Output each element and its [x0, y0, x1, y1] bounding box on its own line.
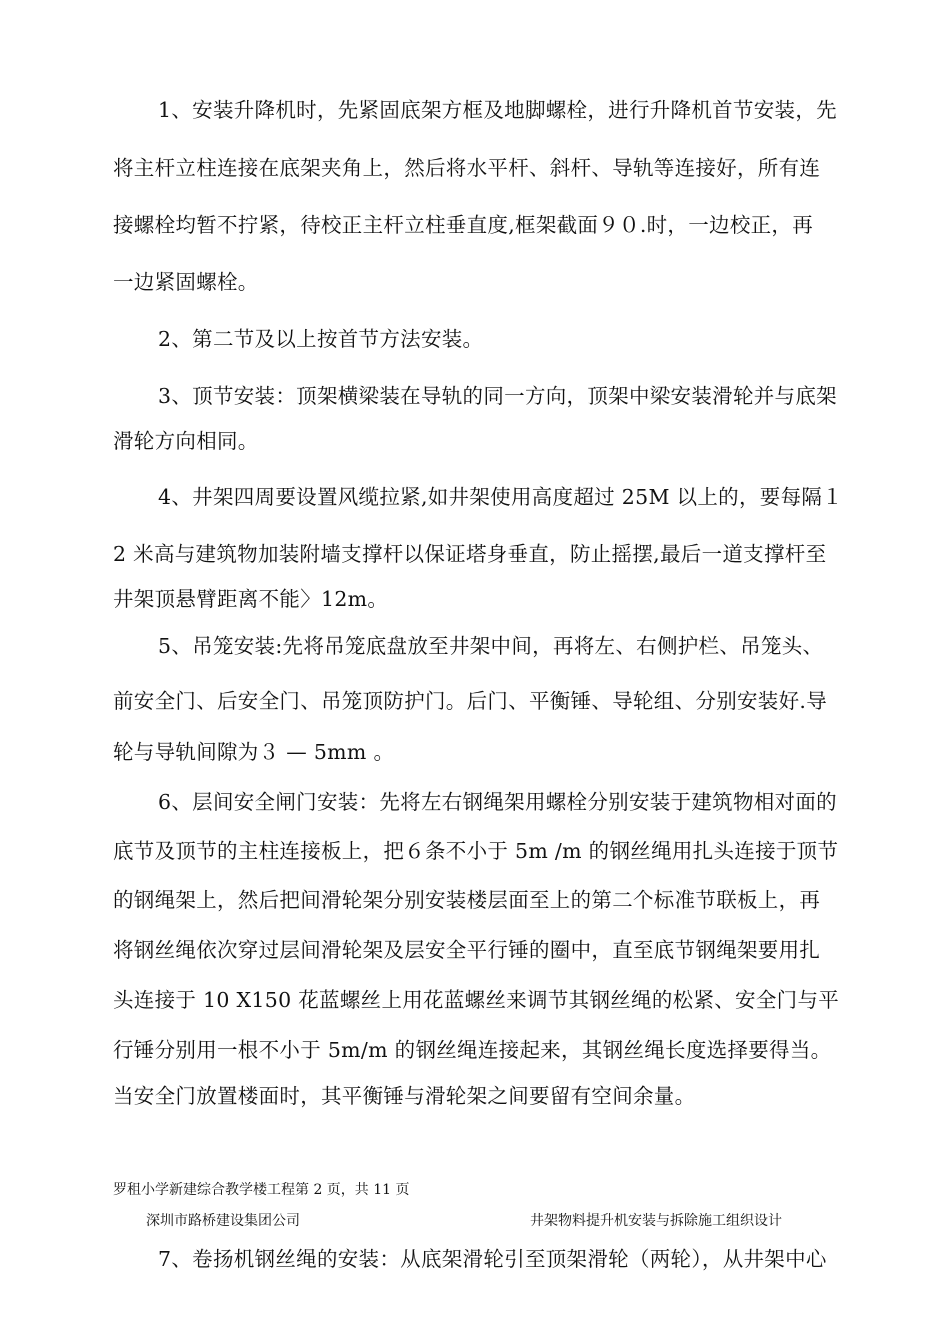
paragraph-4-line-1: 4、井架四周要设置风缆拉紧,如井架使用高度超过 25M 以上的，要每隔１ [158, 485, 843, 509]
paragraph-1-line-3: 接螺栓均暂不拧紧，待校正主杆立柱垂直度,框架截面９０.时，一边校正，再 [113, 213, 814, 237]
paragraph-3-line-1: 3、顶节安装：顶架横梁装在导轨的同一方向，顶架中梁安装滑轮并与底架 [158, 384, 837, 408]
paragraph-5-line-1: 5、吊笼安装:先将吊笼底盘放至井架中间，再将左、右侧护栏、吊笼头、 [158, 634, 824, 658]
paragraph-5-line-3: 轮与导轨间隙为３ — 5mm 。 [113, 740, 395, 764]
paragraph-6-line-5: 头连接于 10 X150 花蓝螺丝上用花蓝螺丝来调节其钢丝绳的松紧、安全门与平 [113, 988, 840, 1012]
paragraph-5-line-2: 前安全门、后安全门、吊笼顶防护门。后门、平衡锤、导轮组、分别安装好.导 [113, 689, 828, 713]
paragraph-1-line-1: 1、安装升降机时，先紧固底架方框及地脚螺栓，进行升降机首节安装，先 [158, 98, 837, 122]
running-header-company: 深圳市路桥建设集团公司 [146, 1213, 300, 1229]
paragraph-6-line-4: 将钢丝绳依次穿过层间滑轮架及层安全平行锤的圈中，直至底节钢绳架要用扎 [113, 938, 821, 962]
paragraph-4-line-2: 2 米高与建筑物加装附墙支撑杆以保证塔身垂直，防止摇摆,最后一道支撑杆至 [113, 542, 827, 566]
paragraph-1-line-2: 将主杆立柱连接在底架夹角上，然后将水平杆、斜杆、导轨等连接好，所有连 [113, 156, 821, 180]
paragraph-3-line-2: 滑轮方向相同。 [113, 429, 259, 453]
paragraph-2-line-1: 2、第二节及以上按首节方法安装。 [158, 327, 484, 351]
paragraph-6-line-2: 底节及顶节的主柱连接板上，把６条不小于 5m /m 的钢丝绳用扎头连接于顶节 [113, 839, 839, 863]
paragraph-6-line-3: 的钢绳架上，然后把间滑轮架分别安装楼层面至上的第二个标准节联板上，再 [113, 888, 821, 912]
page-footer-info: 罗租小学新建综合教学楼工程第 2 页，共 11 页 [113, 1182, 410, 1198]
paragraph-7-line-1: 7、卷扬机钢丝绳的安装：从底架滑轮引至顶架滑轮（两轮），从井架中心 [158, 1247, 827, 1271]
paragraph-4-line-3: 井架顶悬臂距离不能〉12m。 [113, 587, 389, 611]
paragraph-6-line-6: 行锤分别用一根不小于 5m/m 的钢丝绳连接起来，其钢丝绳长度选择要得当。 [113, 1038, 832, 1062]
paragraph-6-line-1: 6、层间安全闸门安装：先将左右钢绳架用螺栓分别安装于建筑物相对面的 [158, 790, 837, 814]
paragraph-6-line-7: 当安全门放置楼面时，其平衡锤与滑轮架之间要留有空间余量。 [113, 1084, 696, 1108]
running-header-doc-title: 井架物料提升机安装与拆除施工组织设计 [530, 1213, 782, 1229]
paragraph-1-line-4: 一边紧固螺栓。 [113, 270, 259, 294]
